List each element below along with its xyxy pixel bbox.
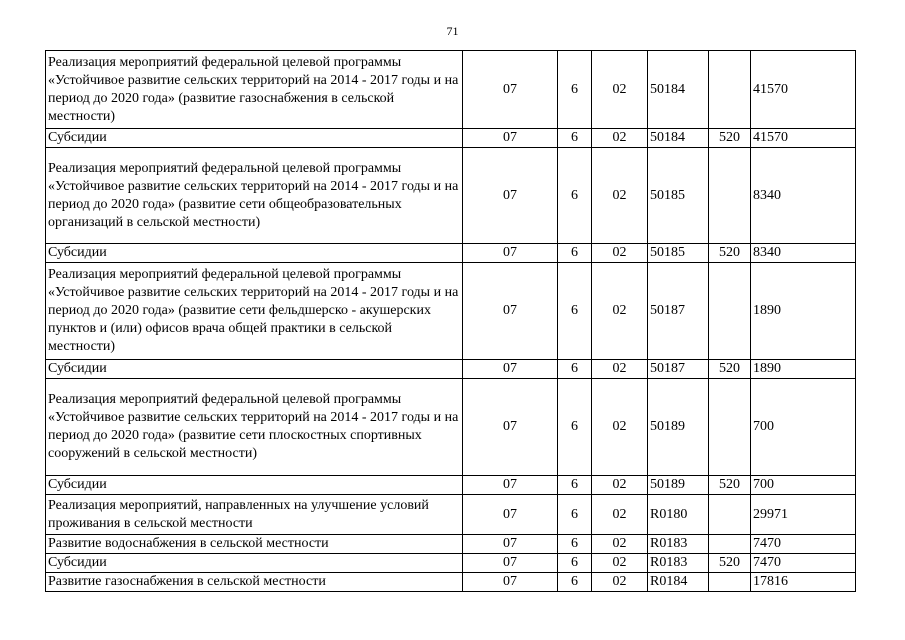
subsection-code: 6 bbox=[558, 51, 592, 129]
target-article-code: 50187 bbox=[648, 263, 709, 360]
row-description: Реализация мероприятий федеральной целевой программы «Устойчивое развитие сельских территорий на 2014 - 2017 годы и на период до 2020 года» (развитие сети общеобразовательных организаций в сельской местности) bbox=[46, 148, 463, 244]
page-number: 71 bbox=[446, 24, 459, 38]
section-code: 07 bbox=[463, 244, 558, 263]
amount: 7470 bbox=[751, 535, 856, 554]
row-description: Реализация мероприятий федеральной целевой программы «Устойчивое развитие сельских территорий на 2014 - 2017 годы и на период до 2020 года» (развитие сети плоскостных спортивных сооружений в сельской местности) bbox=[46, 379, 463, 476]
expense-type-code: 520 bbox=[709, 129, 751, 148]
table-row bbox=[46, 379, 856, 476]
row-description: Развитие водоснабжения в сельской местности bbox=[46, 535, 463, 554]
section-code: 07 bbox=[463, 129, 558, 148]
amount: 700 bbox=[751, 379, 856, 476]
table-row bbox=[46, 263, 856, 360]
amount: 8340 bbox=[751, 148, 856, 244]
target-article-code: 50184 bbox=[648, 129, 709, 148]
row-description: Развитие газоснабжения в сельской местности bbox=[46, 573, 463, 592]
expense-type-code bbox=[709, 535, 751, 554]
subsection-code: 6 bbox=[558, 535, 592, 554]
section-code: 07 bbox=[463, 554, 558, 573]
amount: 29971 bbox=[751, 495, 856, 535]
section-code: 07 bbox=[463, 573, 558, 592]
target-article-code: R0183 bbox=[648, 535, 709, 554]
section-code: 07 bbox=[463, 263, 558, 360]
expense-type-code bbox=[709, 263, 751, 360]
table-row bbox=[46, 148, 856, 244]
table-row bbox=[46, 554, 856, 573]
expense-type-code: 520 bbox=[709, 244, 751, 263]
program-code: 02 bbox=[592, 476, 648, 495]
table-row bbox=[46, 360, 856, 379]
amount: 17816 bbox=[751, 573, 856, 592]
table-row bbox=[46, 535, 856, 554]
table-row bbox=[46, 573, 856, 592]
expense-type-code bbox=[709, 148, 751, 244]
program-code: 02 bbox=[592, 535, 648, 554]
program-code: 02 bbox=[592, 129, 648, 148]
amount: 41570 bbox=[751, 51, 856, 129]
program-code: 02 bbox=[592, 573, 648, 592]
target-article-code: 50189 bbox=[648, 476, 709, 495]
target-article-code: 50189 bbox=[648, 379, 709, 476]
section-code: 07 bbox=[463, 476, 558, 495]
program-code: 02 bbox=[592, 360, 648, 379]
amount: 700 bbox=[751, 476, 856, 495]
subsection-code: 6 bbox=[558, 360, 592, 379]
row-description: Субсидии bbox=[46, 129, 463, 148]
row-description: Субсидии bbox=[46, 244, 463, 263]
budget-table bbox=[45, 50, 856, 592]
subsection-code: 6 bbox=[558, 476, 592, 495]
table-row bbox=[46, 51, 856, 129]
program-code: 02 bbox=[592, 554, 648, 573]
expense-type-code: 520 bbox=[709, 476, 751, 495]
program-code: 02 bbox=[592, 148, 648, 244]
subsection-code: 6 bbox=[558, 148, 592, 244]
amount: 41570 bbox=[751, 129, 856, 148]
row-description: Реализация мероприятий, направленных на улучшение условий проживания в сельской местности bbox=[46, 495, 463, 535]
program-code: 02 bbox=[592, 379, 648, 476]
subsection-code: 6 bbox=[558, 129, 592, 148]
row-description: Реализация мероприятий федеральной целевой программы «Устойчивое развитие сельских территорий на 2014 - 2017 годы и на период до 2020 года» (развитие сети фельдшерско - акушерских пунктов и (или) офисов врача общей практики в сельской местности) bbox=[46, 263, 463, 360]
expense-type-code bbox=[709, 379, 751, 476]
target-article-code: R0183 bbox=[648, 554, 709, 573]
section-code: 07 bbox=[463, 495, 558, 535]
table-row bbox=[46, 129, 856, 148]
expense-type-code bbox=[709, 573, 751, 592]
row-description: Субсидии bbox=[46, 554, 463, 573]
row-description: Реализация мероприятий федеральной целевой программы «Устойчивое развитие сельских территорий на 2014 - 2017 годы и на период до 2020 года» (развитие газоснабжения в сельской местности) bbox=[46, 51, 463, 129]
expense-type-code: 520 bbox=[709, 360, 751, 379]
section-code: 07 bbox=[463, 535, 558, 554]
subsection-code: 6 bbox=[558, 554, 592, 573]
target-article-code: 50187 bbox=[648, 360, 709, 379]
program-code: 02 bbox=[592, 51, 648, 129]
subsection-code: 6 bbox=[558, 495, 592, 535]
table-row bbox=[46, 476, 856, 495]
table-row bbox=[46, 495, 856, 535]
amount: 1890 bbox=[751, 263, 856, 360]
target-article-code: 50184 bbox=[648, 51, 709, 129]
program-code: 02 bbox=[592, 263, 648, 360]
section-code: 07 bbox=[463, 51, 558, 129]
subsection-code: 6 bbox=[558, 263, 592, 360]
row-description: Субсидии bbox=[46, 476, 463, 495]
amount: 8340 bbox=[751, 244, 856, 263]
subsection-code: 6 bbox=[558, 573, 592, 592]
section-code: 07 bbox=[463, 148, 558, 244]
program-code: 02 bbox=[592, 495, 648, 535]
amount: 1890 bbox=[751, 360, 856, 379]
subsection-code: 6 bbox=[558, 379, 592, 476]
table-row bbox=[46, 244, 856, 263]
expense-type-code bbox=[709, 495, 751, 535]
section-code: 07 bbox=[463, 360, 558, 379]
target-article-code: 50185 bbox=[648, 148, 709, 244]
program-code: 02 bbox=[592, 244, 648, 263]
target-article-code: R0184 bbox=[648, 573, 709, 592]
expense-type-code: 520 bbox=[709, 554, 751, 573]
expense-type-code bbox=[709, 51, 751, 129]
amount: 7470 bbox=[751, 554, 856, 573]
row-description: Субсидии bbox=[46, 360, 463, 379]
target-article-code: 50185 bbox=[648, 244, 709, 263]
target-article-code: R0180 bbox=[648, 495, 709, 535]
section-code: 07 bbox=[463, 379, 558, 476]
subsection-code: 6 bbox=[558, 244, 592, 263]
